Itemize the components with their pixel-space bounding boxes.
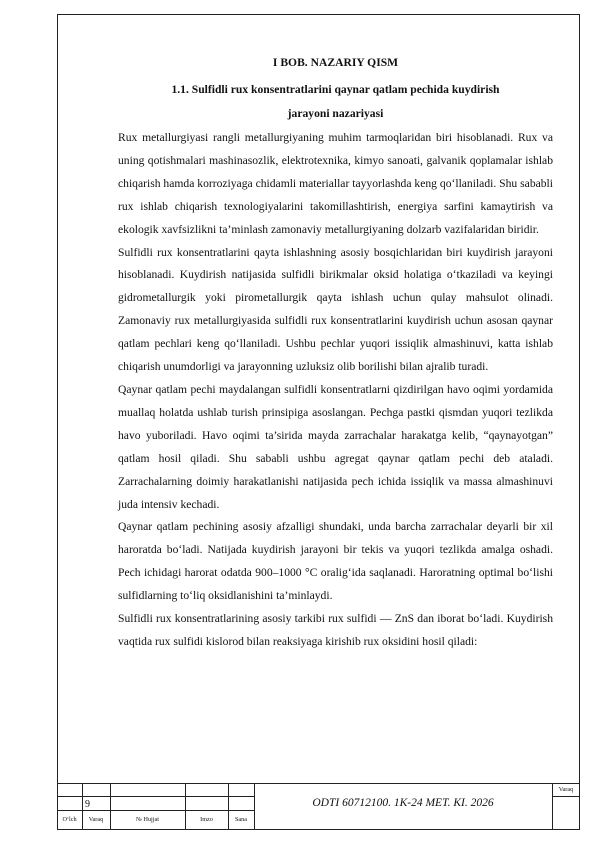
paragraphs (118, 127, 553, 654)
section-title (118, 78, 553, 126)
paragraph-3: Qaynar qatlam pechi maydalangan sulfidli konsentratlarni qizdirilgan havo oqimi yordamida muallaq holatda ushlab turish prinsipiga asoslangan. Pechga pastki qismdan yuqori tezlikda havo yuboriladi. Havo oqimi ta’sirida mayda zarrachalar harakatga kelib, “qaynayotgan” qatlam hosil qiladi. Shu sababli ushbu agregat qaynar qatlam pechi deb ataladi. Zarrachalarning doimiy harakatlanishi natijasida pech ichida issiqlik va massa almashinuvi juda intensiv kechadi. (118, 382, 553, 511)
section-title-line2: jarayoni nazariyasi (287, 107, 384, 120)
sheet-label: Varaq (558, 786, 574, 793)
col-label-varaq: Varaq (88, 816, 104, 823)
title-block-top-line (57, 783, 580, 784)
sheet-cell-line (552, 796, 580, 797)
col-label-sana: Sana (234, 816, 248, 823)
paragraph-4: Qaynar qatlam pechining asosiy afzalligi shundaki, unda barcha zarrachalar deyarli bir xil haroratda bo‘ladi. Natijada kuydirish jarayoni bir tekis va yuqori tezlikda amalga oshadi. Pech ichidagi harorat odatda 900–1000 °C oralig‘ida saqlanadi. Haroratning optimal bo‘lishi sulfidlarning to‘liq oksidlanishini ta’minlaydi. (118, 520, 553, 603)
col-label-hujjat: № Hujjat (136, 816, 159, 823)
document-code: ODTI 60712100. 1K-24 MET. KI. 2026 (312, 797, 494, 809)
paragraph-5: Sulfidli rux konsentratlarining asosiy tarkibi rux sulfidi — ZnS dan iborat bo‘ladi. Kuydirish vaqtida rux sulfidi kislorod bilan reaksiyaga kirishib rux oksidini hosil qiladi: (118, 612, 553, 648)
col-label-olch: O‘lch (62, 816, 77, 823)
page-number: 9 (85, 799, 90, 810)
title-block-row-line-1 (57, 796, 254, 797)
title-block-row-line-2 (57, 810, 254, 811)
section-title-line1: 1.1. Sulfidli rux konsentratlarini qaynar qatlam pechida kuydirish (171, 83, 500, 96)
col-label-imzo: Imzo (200, 816, 213, 823)
paragraph-1: Rux metallurgiyasi rangli metallurgiyaning muhim tarmoqlaridan biri hisoblanadi. Rux va uning qotishmalari mashinasozlik, elektrotexnika, kimyo sanoati, galvanik qoplamalar ishlab chiqarish hamda korroziyaga chidamli materiallar tayyorlashda keng qo‘llaniladi. Shu sababli rux ishlab chiqarish texnologiyalarini takomillashtirish, energiya sarfini kamaytirish va ekologik xavfsizlikni ta’minlash zamonaviy metallurgiyaning dolzarb vazifalaridan biridir. (118, 131, 553, 236)
paragraph-2: Sulfidli rux konsentratlarini qayta ishlashning asosiy bosqichlaridan biri kuydirish jarayoni hisoblanadi. Kuydirish natijasida sulfidli birikmalar oksid holatiga o‘tkaziladi va keyingi gidrometallurgik yoki pirometallurgik qayta ishlash uchun qulay mahsulot olinadi. Zamonaviy rux metallurgiyasida sulfidli rux konsentratlarini kuydirish uchun asosan qaynar qatlam pechlari keng qo‘llaniladi. Ushbu pechlar yuqori issiqlik almashinuvi, katta ishlab chiqarish unumdorligi va jarayonning uzluksiz olib borilishi bilan ajralib turadi. (118, 245, 553, 374)
title-block (57, 783, 580, 830)
chapter-title: I BOB. NAZARIY QISM (272, 56, 399, 69)
